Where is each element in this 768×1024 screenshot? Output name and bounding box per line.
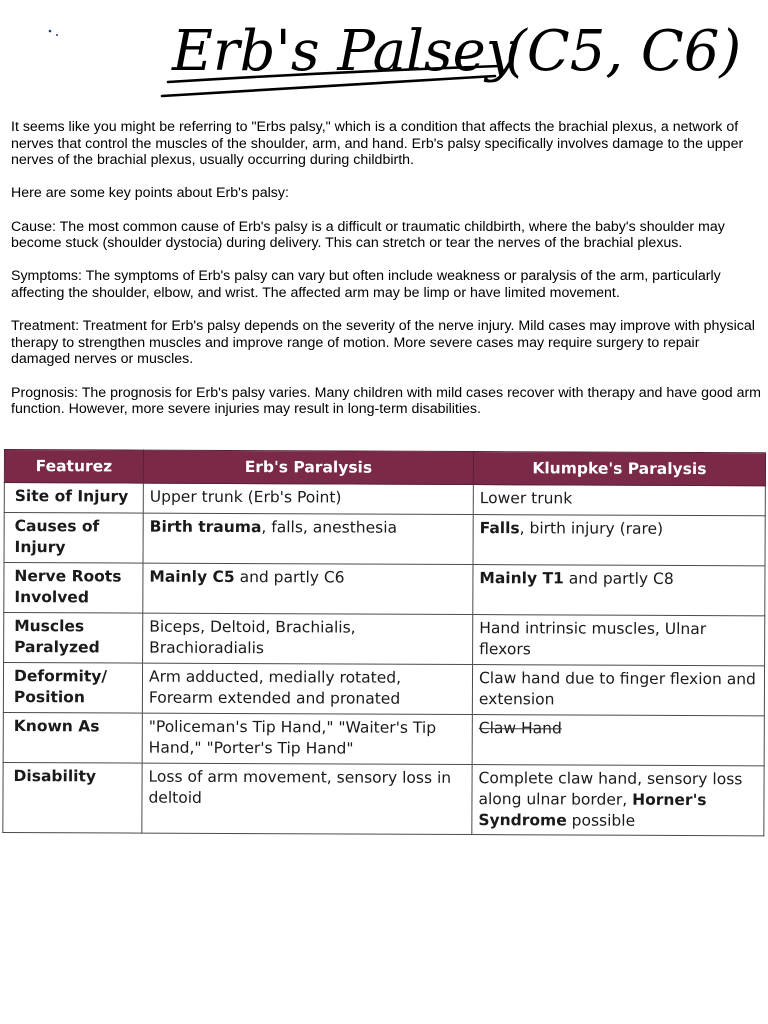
cell-klumpke <box>472 765 764 836</box>
row-feature: Muscles Paralyzed <box>4 613 143 664</box>
prognosis-paragraph: Prognosis: The prognosis for Erb's palsy varies. Many children with mild cases recover with therapy and have good arm function. However, more severe injuries may result in long-term disabilities. <box>11 384 762 418</box>
row-feature: Disability <box>3 762 142 833</box>
cell-klumpke <box>473 515 765 566</box>
title-svg <box>0 0 768 108</box>
cell-erb <box>143 613 473 664</box>
header-features: Featurez <box>4 450 143 484</box>
cell-text: Loss of arm movement, sensory loss in deltoid <box>148 767 452 807</box>
row-feature: Deformity/ Position <box>3 663 142 714</box>
cell-text: Claw hand due to finger flexion and extension <box>478 669 756 709</box>
table-row <box>3 663 764 716</box>
cell-text: , birth injury (rare) <box>519 519 664 538</box>
cause-paragraph: Cause: The most common cause of Erb's palsy is a difficult or traumatic childbirth, where the baby's shoulder may become stuck (shoulder dystocia) during delivery. This can stretch or tear the nerves of the brachial plexus. <box>11 218 725 252</box>
cell-klumpke <box>472 715 764 766</box>
cell-klumpke <box>473 565 765 616</box>
cell-text: Mainly C5 <box>149 567 235 587</box>
cell-text: Falls <box>479 519 520 538</box>
cell-text: , falls, anesthesia <box>261 518 398 537</box>
cell-klumpke <box>472 665 764 716</box>
cell-erb <box>142 713 472 764</box>
symptoms-paragraph: Symptoms: The symptoms of Erb's palsy can vary but often include weakness or paralysis of the arm, particularly affecting the shoulder, elbow, and wrist. The affected arm may be limp or have limited movement. <box>11 268 721 301</box>
intro-paragraph: Here are some key points about Erb's palsy: <box>11 185 289 202</box>
table-row <box>3 712 764 765</box>
cell-text: Birth trauma <box>149 517 262 537</box>
cell-text: Upper trunk (Erb's Point) <box>149 487 342 507</box>
cell-text: Claw Hand <box>478 719 562 738</box>
cell-erb <box>143 563 473 614</box>
title-roots: (C5, C6) <box>505 19 742 84</box>
cell-text: Biceps, Deltoid, Brachialis, Brachioradialis <box>149 617 356 658</box>
title-heading: Erb's Palsey <box>172 19 518 84</box>
table-body <box>3 483 766 836</box>
ink-dot <box>49 30 52 33</box>
cell-text: and partly C8 <box>563 569 674 588</box>
cell-text: Lower trunk <box>479 489 573 508</box>
cell-text: Complete claw hand, sensory loss along ulnar border, <box>478 769 743 809</box>
table-row <box>4 613 765 666</box>
cell-text: Arm adducted, medially rotated, Forearm extended and pronated <box>148 667 402 708</box>
cell-erb <box>142 763 472 834</box>
cell-erb <box>143 483 473 514</box>
table-row <box>3 762 764 835</box>
cell-text: Hand intrinsic muscles, Ulnar flexors <box>479 619 707 659</box>
comparison-table-photo <box>2 449 765 834</box>
table-row <box>4 513 765 566</box>
treatment-paragraph: Treatment: Treatment for Erb's palsy depends on the severity of the nerve injury. Mild cases may improve with physical therapy to strengthen muscles and improve range of motion. More severe cases may require surgery to repair damaged nerves or muscles. <box>11 318 755 368</box>
comparison-table <box>2 449 766 836</box>
row-feature: Known As <box>3 712 142 763</box>
table-row <box>4 483 765 516</box>
header-klumpke: Klumpke's Paralysis <box>473 452 765 486</box>
cell-text: Horner's Syndrome <box>478 790 707 830</box>
table-header-row <box>4 450 765 486</box>
cell-text: "Policeman's Tip Hand," "Waiter's Tip Hand," "Porter's Tip Hand" <box>148 717 437 758</box>
cell-erb <box>142 663 472 714</box>
cell-erb <box>143 513 473 564</box>
cell-text: Mainly T1 <box>479 569 564 588</box>
row-feature: Causes of Injury <box>4 513 143 564</box>
intro-paragraph: It seems like you might be referring to "Erbs palsy," which is a condition that affects the brachial plexus, a network of nerves that control the muscles of the shoulder, arm, and hand. Erb's palsy specifically involves damage to the upper nerves of the brachial plexus, usually occurring during childbirth. <box>11 119 744 169</box>
cell-text: possible <box>566 811 636 830</box>
row-feature: Site of Injury <box>4 483 143 514</box>
cell-klumpke <box>473 485 765 516</box>
ink-dot <box>56 34 58 36</box>
row-feature: Nerve Roots Involved <box>4 563 143 614</box>
table-row <box>4 563 765 616</box>
cell-klumpke <box>473 615 765 666</box>
cell-text: and partly C6 <box>234 568 345 587</box>
header-erb: Erb's Paralysis <box>143 450 473 484</box>
handwritten-title <box>0 0 768 108</box>
intro-text <box>11 119 761 434</box>
